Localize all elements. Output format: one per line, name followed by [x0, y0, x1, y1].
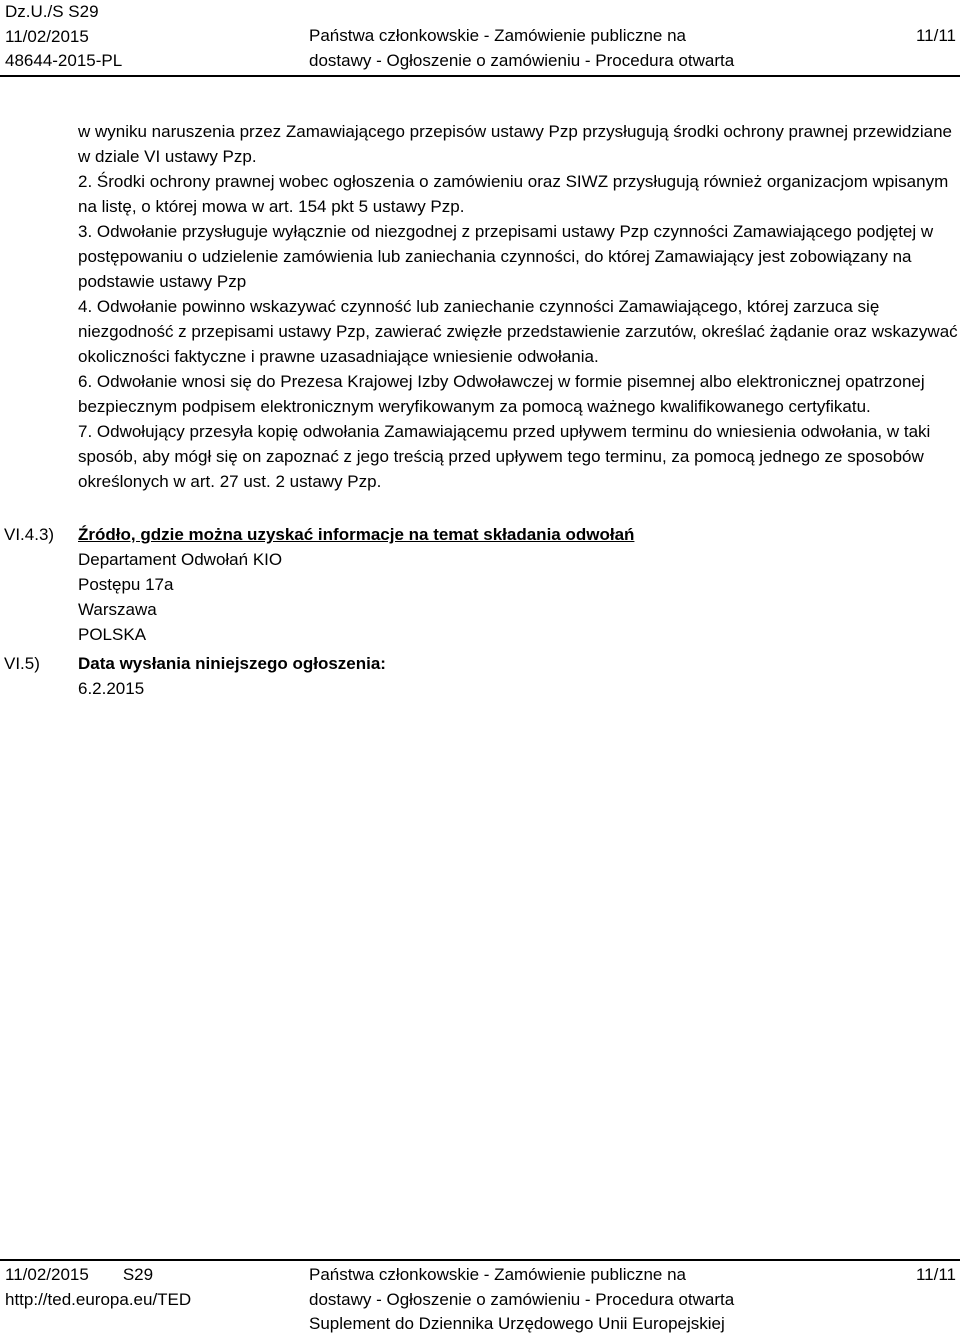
paragraph: 7. Odwołujący przesyła kopię odwołania Zamawiającemu przed upływem terminu do wniesienia odwołania, w taki sposób, aby mógł się on zapoznać z jego treścią przed upływem tego terminu, za pomocą jednego ze sposobów określonych w art. 27 ust. 2 ustawy Pzp. [78, 422, 931, 491]
section-vi-4-3 [78, 522, 958, 647]
section-vi-5 [78, 651, 958, 701]
footer-date: 11/02/2015 [5, 1265, 89, 1284]
header-left [5, 0, 122, 74]
header-page-number: 11/11 [915, 26, 956, 45]
paragraph: w wyniku naruszenia przez Zamawiającego przepisów ustawy Pzp przysługują środki ochrony prawnej przewidziane w dziale VI ustawy Pzp. [78, 122, 953, 166]
address-line: POLSKA [78, 625, 147, 644]
footer-page-number: 11/11 [915, 1265, 956, 1284]
address-line: Warszawa [78, 600, 157, 619]
paragraph: 3. Odwołanie przysługuje wyłącznie od niezgodnej z przepisami ustawy Pzp czynności Zamawiającego podjętej w postępowaniu o udzielenie zamówienia lub zaniechania czynności, do której Zamawiający jest zobowiązany na podstawie ustawy Pzp [78, 222, 934, 291]
doc-ref: Dz.U./S S29 [5, 2, 99, 21]
section-number-vi-4-3: VI.4.3) [4, 525, 55, 544]
address-line: Postępu 17a [78, 575, 174, 594]
section-heading: Źródło, gdzie można uzyskać informacje na temat składania odwołań [78, 525, 635, 544]
header-divider [0, 75, 960, 77]
paragraph: 2. Środki ochrony prawnej wobec ogłoszenia o zamówieniu oraz SIWZ przysługują również organizacjom wpisanym na listę, o której mowa w art. 154 pkt 5 ustawy Pzp. [78, 172, 949, 216]
footer-url[interactable]: http://ted.europa.eu/TED [5, 1289, 192, 1309]
paragraph: 6. Odwołanie wnosi się do Prezesa Krajowej Izby Odwoławczej w formie pisemnej albo elektronicznej opatrzonej bezpiecznym podpisem elektronicznym weryfikowanym za pomocą ważnego kwalifikowanego certyfikatu. [78, 372, 925, 416]
section-heading: Data wysłania niniejszego ogłoszenia: [78, 654, 386, 673]
header-date: 11/02/2015 [5, 26, 89, 46]
body-text [78, 119, 958, 494]
header-title-line1: Państwa członkowskie - Zamówienie publiczne na [309, 26, 687, 45]
footer-title-line3: Suplement do Dziennika Urzędowego Unii Europejskiej [309, 1314, 725, 1333]
dispatch-date: 6.2.2015 [78, 679, 145, 698]
header-title-line2: dostawy - Ogłoszenie o zamówieniu - Procedura otwarta [309, 50, 735, 70]
address-line: Departament Odwołań KIO [78, 550, 283, 569]
notice-id: 48644-2015-PL [5, 51, 123, 70]
footer-title-line1: Państwa członkowskie - Zamówienie publiczne na [309, 1265, 687, 1284]
footer-left [5, 1263, 191, 1312]
footer-title [309, 1263, 734, 1337]
footer-divider [0, 1259, 960, 1261]
section-number-vi-5: VI.5) [4, 654, 40, 673]
paragraph: 4. Odwołanie powinno wskazywać czynność lub zaniechanie czynności Zamawiającego, której zarzuca się niezgodność z przepisami ustawy Pzp, zawierać zwięzłe przedstawienie zarzutów, określać żądanie oraz wskazywać okoliczności faktyczne i prawne uzasadniające wniesienie odwołania. [78, 297, 958, 366]
footer-issue: S29 [122, 1265, 154, 1284]
footer-title-line2: dostawy - Ogłoszenie o zamówieniu - Procedura otwarta [309, 1289, 735, 1309]
header-title [309, 24, 734, 73]
